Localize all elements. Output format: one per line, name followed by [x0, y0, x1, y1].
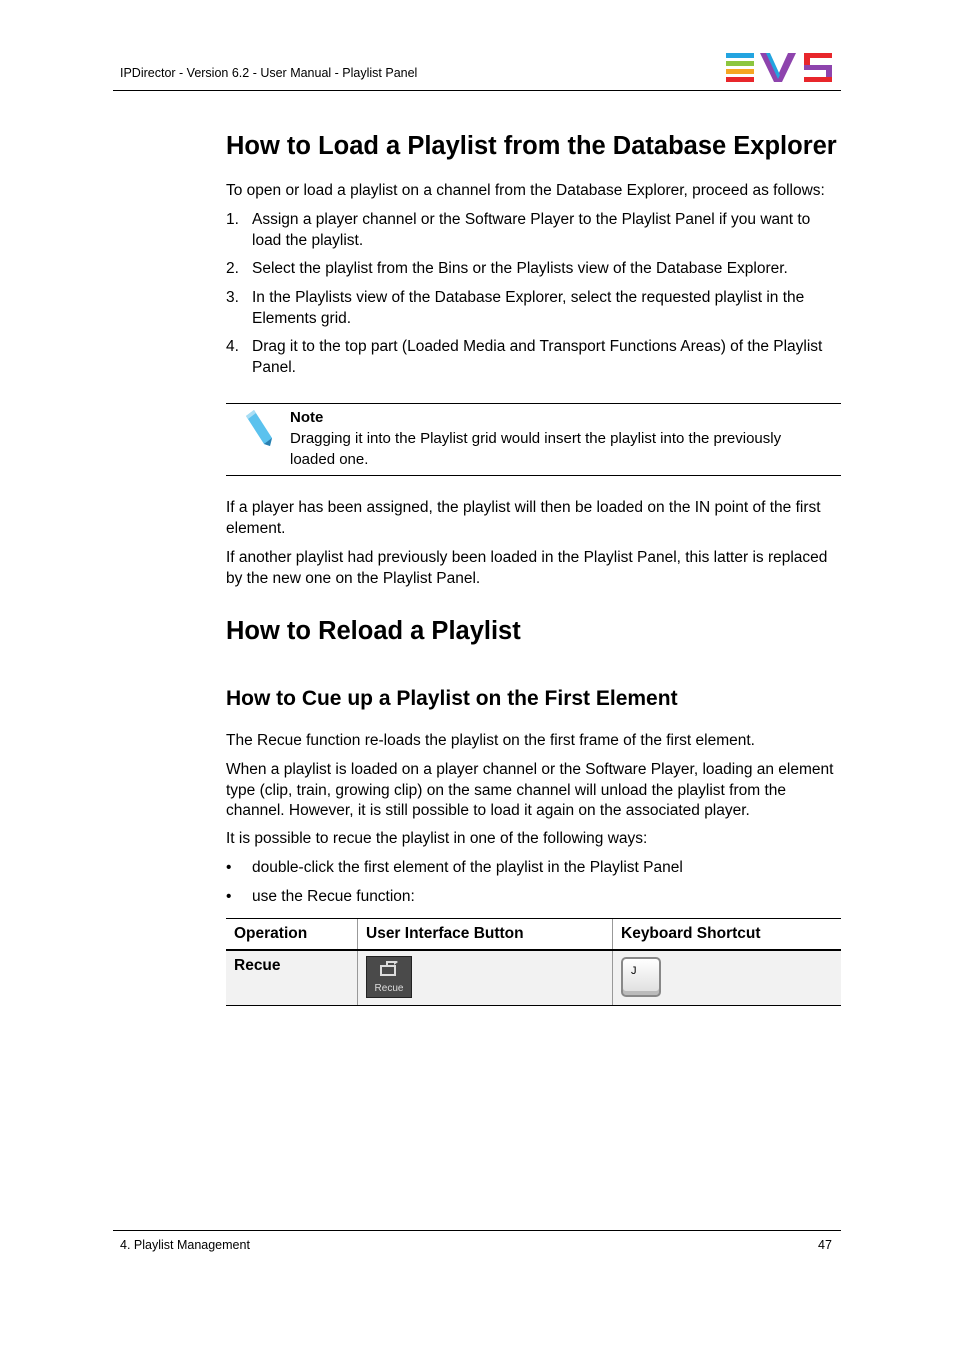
recue-icon	[379, 961, 399, 977]
header-title: IPDirector - Version 6.2 - User Manual - Playlist Panel	[120, 66, 418, 80]
keyboard-key	[621, 957, 661, 997]
operations-table	[226, 918, 841, 1006]
table-row	[226, 950, 841, 1006]
list-number: 3.	[226, 289, 239, 306]
list-number: 1.	[226, 211, 239, 228]
table-header-row	[226, 919, 841, 951]
header-rule	[113, 90, 841, 91]
list-text: Select the playlist from the Bins or the Playlists view of the Database Explorer.	[252, 260, 788, 277]
note-top-rule	[226, 403, 841, 404]
list-number: 2.	[226, 260, 239, 277]
note-body: Dragging it into the Playlist grid would insert the playlist into the previously loaded one.	[290, 430, 782, 468]
evs-logo	[726, 53, 834, 83]
header-keyboard-shortcut: Keyboard Shortcut	[613, 919, 842, 951]
list-text: Assign a player channel or the Software Player to the Playlist Panel if you want to load the playlist.	[252, 211, 811, 249]
header-ui-button: User Interface Button	[358, 919, 613, 951]
page-number: 47	[818, 1238, 832, 1252]
paragraph: If a player has been assigned, the playlist will then be loaded on the IN point of the first element.	[226, 499, 821, 537]
header-operation: Operation	[226, 919, 358, 951]
bullet-text: double-click the first element of the playlist in the Playlist Panel	[252, 859, 683, 876]
list-text: Drag it to the top part (Loaded Media and Transport Functions Areas) of the Playlist Panel.	[252, 338, 823, 376]
list-text: In the Playlists view of the Database Explorer, select the requested playlist in the Elements grid.	[252, 289, 805, 327]
key-label: J	[631, 965, 637, 977]
note-bottom-rule	[226, 475, 841, 476]
recue-button-label: Recue	[374, 983, 404, 994]
section-heading-reload-playlist: How to Reload a Playlist	[226, 617, 521, 645]
cell-operation: Recue	[226, 950, 358, 1006]
subsection-heading-cue-up: How to Cue up a Playlist on the First Element	[226, 687, 678, 710]
note-title: Note	[290, 409, 324, 426]
paragraph: The Recue function re-loads the playlist on the first frame of the first element.	[226, 732, 755, 749]
footer-rule	[113, 1230, 841, 1231]
paragraph: If another playlist had previously been loaded in the Playlist Panel, this latter is replaced by the new one on the Playlist Panel.	[226, 549, 828, 587]
recue-button[interactable]	[366, 956, 412, 998]
footer-chapter: 4. Playlist Management	[120, 1238, 250, 1252]
paragraph: When a playlist is loaded on a player channel or the Software Player, loading an element type (clip, train, growing clip) on the same channel will unload the playlist from the channel. However, it is still possible to load it again on the associated player.	[226, 761, 834, 819]
section-heading-load-playlist: How to Load a Playlist from the Database Explorer	[226, 132, 837, 160]
bullet-text: use the Recue function:	[252, 888, 415, 905]
pencil-note-icon	[242, 410, 274, 448]
cell-keyboard-shortcut	[613, 950, 842, 1006]
paragraph: It is possible to recue the playlist in one of the following ways:	[226, 830, 648, 847]
bullet-mark: •	[226, 859, 232, 876]
bullet-mark: •	[226, 888, 232, 905]
intro-paragraph: To open or load a playlist on a channel from the Database Explorer, proceed as follows:	[226, 182, 825, 199]
cell-ui-button	[358, 950, 613, 1006]
list-number: 4.	[226, 338, 239, 355]
